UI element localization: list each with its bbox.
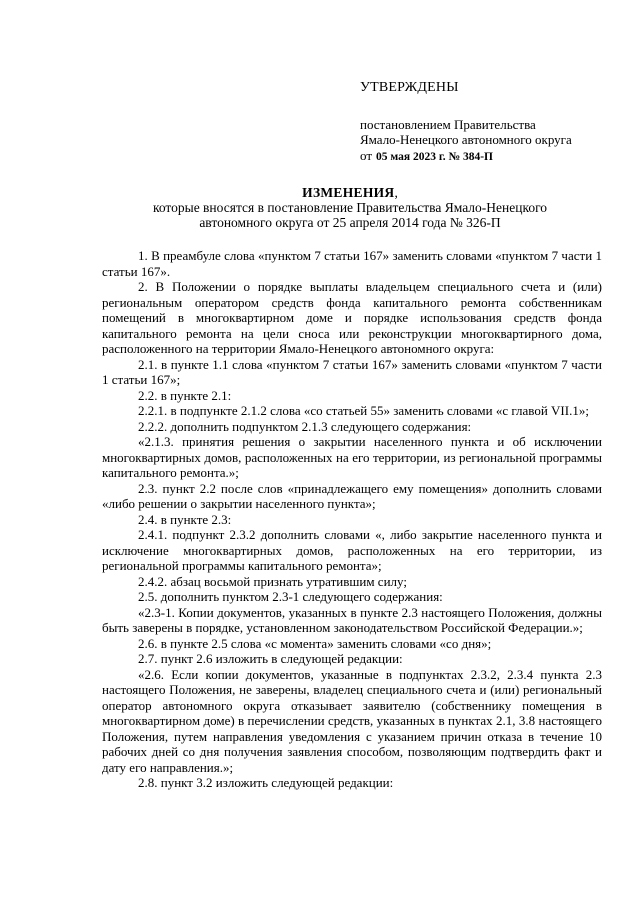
approval-line-1: постановлением Правительства [360,116,536,132]
paragraph: 2.2.1. в подпункте 2.1.2 слова «со статьей 55» заменить словами «с главой VII.1»; [138,403,589,418]
paragraph: 2.4. в пункте 2.3: [138,511,232,527]
paragraph: 2.6. в пункте 2.5 слова «с момента» заменить словами «со дня»; [138,635,492,651]
approval-date-line [360,148,620,166]
paragraph: 2.2. в пункте 2.1: [138,387,232,403]
document-title-block [100,185,600,230]
paragraph: 2.8. пункт 3.2 изложить следующей редакции: [138,775,394,790]
paragraph: «2.6. Если копии документов, указанные в подпунктах 2.3.2, 2.3.4 пункта 2.3 настоящего Положения, не заверены, владелец специального счета и (или) региональный оператор автономного округа отказывает заявителю (собственнику помещения в многоквартирном доме) в перечислении средств, указанных в пунктах 2.1, 3.8 настоящего Положения, путем направления уведомления с указанием причин отказа в течение 10 рабочих дней со дня получения заявления способом, позволяющим подтвердить факт и дату его направления.»; [102,666,602,775]
approval-line-2: Ямало-Ненецкого автономного округа [360,132,572,147]
title-subtitle-2: автономного округа от 25 апреля 2014 года № 326-П [199,215,501,230]
title-comma: , [394,185,398,200]
paragraph: «2.1.3. принятия решения о закрытии населенного пункта и об исключении многоквартирных домов, расположенных на его территории, из региональной программы капитального ремонта.»; [102,434,602,480]
title-subtitle-1: которые вносятся в постановление Правительства Ямало-Ненецкого [152,200,548,215]
paragraph: 2.4.2. абзац восьмой признать утратившим силу; [138,573,407,589]
approved-label: УТВЕРЖДЕНЫ [360,80,459,95]
document-title [100,185,600,200]
paragraph: 2.7. пункт 2.6 изложить в следующей редакции: [138,651,403,666]
paragraph: 2.3. пункт 2.2 после слов «принадлежащего ему помещения» дополнить словами «либо решении о закрытии населенного пункта»; [102,480,602,511]
approval-block [360,80,620,165]
paragraph: 2.4.1. подпункт 2.3.2 дополнить словами «, либо закрытие населенного пункта и исключение многоквартирных домов, расположенных на его территории, из региональной программы капитального ремонта»; [102,527,602,573]
paragraph: 2. В Положении о порядке выплаты владельцем специального счета и (или) региональным оператором средств фонда капитального ремонта собственникам помещений в многоквартирном доме и порядке использования средств фонда капитального ремонта на цели сноса или реконструкции многоквартирного дома, расположенного на территории Ямало-Ненецкого автономного округа: [102,279,602,356]
from-label: от [360,147,373,163]
document-body [102,248,602,791]
title-heading: ИЗМЕНЕНИЯ [302,185,395,200]
paragraph: 1. В преамбуле слова «пунктом 7 статьи 167» заменить словами «пунктом 7 части 1 статьи 167». [102,248,602,279]
paragraph: 2.1. в пункте 1.1 слова «пунктом 7 статьи 167» заменить словами «пунктом 7 части 1 статьи 167»; [102,356,602,387]
resolution-date-number: 05 мая 2023 г. № 384-П [376,150,493,163]
paragraph: «2.3-1. Копии документов, указанных в пункте 2.3 настоящего Положения, должны быть заверены в порядке, установленном законодательством Российской Федерации.»; [102,604,602,635]
paragraph: 2.2.2. дополнить подпунктом 2.1.3 следующего содержания: [138,418,472,434]
paragraph: 2.5. дополнить пунктом 2.3-1 следующего содержания: [138,589,443,604]
